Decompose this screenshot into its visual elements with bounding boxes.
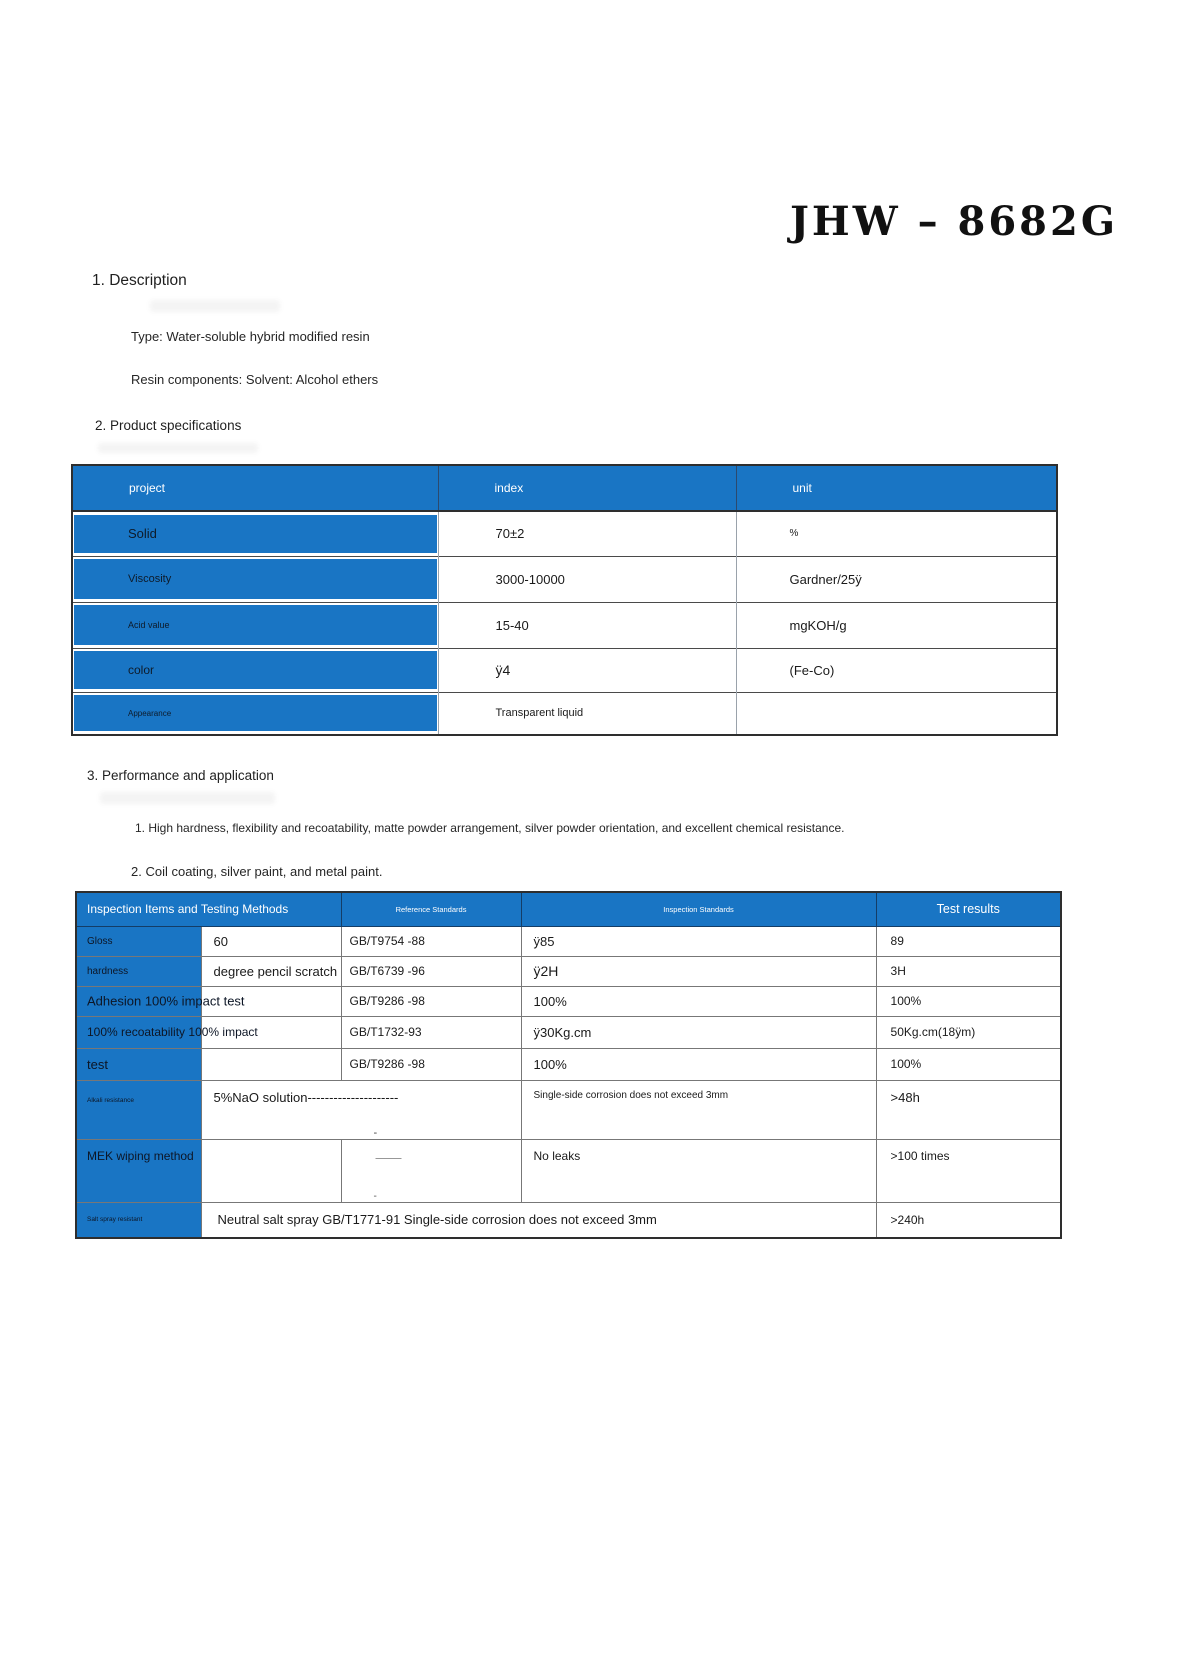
test-cell-result: 3H — [876, 956, 1061, 986]
test-header-inspection: Inspection Standards — [521, 892, 876, 926]
scan-artifact — [98, 443, 258, 453]
reference-note: - — [373, 1190, 377, 1202]
reference-dash: —— — [375, 1149, 402, 1165]
test-cell-item: test — [76, 1048, 201, 1080]
spec-table — [71, 464, 1058, 736]
table-row — [76, 956, 1061, 986]
test-cell-standard: ÿ30Kg.cm — [521, 1016, 876, 1048]
table-row — [76, 1139, 1061, 1202]
table-row — [76, 1202, 1061, 1238]
test-table — [75, 891, 1062, 1239]
spec-cell-index: Transparent liquid — [438, 692, 736, 735]
test-cell-result: 100% — [876, 986, 1061, 1016]
test-cell-item: MEK wiping method — [76, 1139, 201, 1202]
section-heading-specifications: 2. Product specifications — [95, 418, 242, 433]
test-cell-method: 60 — [201, 926, 341, 956]
description-type-line: Type: Water-soluble hybrid modified resin — [131, 329, 370, 344]
spec-cell-index: 3000-10000 — [438, 556, 736, 602]
test-cell-reference: GB/T6739 -96 — [341, 956, 521, 986]
test-cell-method: 5%NaO solution--------------------- - — [201, 1080, 521, 1139]
test-cell-method — [201, 1048, 341, 1080]
spec-header-index: index — [438, 465, 736, 511]
table-row — [72, 511, 1057, 556]
test-header-reference: Reference Standards — [341, 892, 521, 926]
spec-cell-unit: Gardner/25ÿ — [736, 556, 1057, 602]
test-cell-reference: GB/T1732-93 — [341, 1016, 521, 1048]
test-cell-result: >48h — [876, 1080, 1061, 1139]
table-row — [76, 1080, 1061, 1139]
test-cell-reference: GB/T9754 -88 — [341, 926, 521, 956]
spec-header-row — [72, 465, 1057, 511]
table-row — [76, 926, 1061, 956]
performance-item-1: 1. High hardness, flexibility and recoatability, matte powder arrangement, silver powder orientation, and excellent chemical resistance. — [135, 821, 845, 835]
spec-cell-unit: mgKOH/g — [736, 602, 1057, 648]
test-cell-result: >240h — [876, 1202, 1061, 1238]
scan-artifact — [150, 300, 280, 312]
test-cell-item: Salt spray resistant — [76, 1202, 201, 1238]
spec-cell-unit — [736, 692, 1057, 735]
table-row — [76, 986, 1061, 1016]
spec-cell-index: 15-40 — [438, 602, 736, 648]
test-cell-reference — [341, 1139, 521, 1202]
spec-cell-index: ÿ4 — [438, 648, 736, 692]
test-cell-standard: ÿ85 — [521, 926, 876, 956]
table-row — [72, 602, 1057, 648]
spec-cell-project: Viscosity — [72, 556, 438, 602]
test-cell-method: Neutral salt spray GB/T1771-91 Single-side corrosion does not exceed 3mm — [201, 1202, 876, 1238]
test-cell-standard: 100% — [521, 1048, 876, 1080]
test-header-results: Test results — [876, 892, 1061, 926]
spec-cell-unit: (Fe-Co) — [736, 648, 1057, 692]
test-cell-item: Alkali resistance — [76, 1080, 201, 1139]
table-row — [72, 692, 1057, 735]
method-note: - — [373, 1126, 378, 1139]
spec-header-unit: unit — [736, 465, 1057, 511]
table-row — [72, 556, 1057, 602]
test-header-row — [76, 892, 1061, 926]
section-heading-description: 1. Description — [92, 272, 187, 289]
table-row — [76, 1016, 1061, 1048]
test-cell-method: degree pencil scratch — [201, 956, 341, 986]
test-cell-item: Adhesion 100% impact test — [76, 986, 201, 1016]
test-cell-result: 89 — [876, 926, 1061, 956]
spec-cell-unit: % — [736, 511, 1057, 556]
test-cell-result: 100% — [876, 1048, 1061, 1080]
test-cell-item: 100% recoatability 100% impact — [76, 1016, 201, 1048]
test-cell-method — [201, 1139, 341, 1202]
product-code-title: JHW – 8682G — [790, 198, 1118, 245]
test-cell-result: 50Kg.cm(18ÿm) — [876, 1016, 1061, 1048]
spec-cell-project: color — [72, 648, 438, 692]
test-cell-standard: 100% — [521, 986, 876, 1016]
spec-cell-project: Acid value — [72, 602, 438, 648]
test-cell-standard: ÿ2H — [521, 956, 876, 986]
scan-artifact — [100, 792, 275, 804]
test-cell-standard: Single-side corrosion does not exceed 3mm — [521, 1080, 876, 1139]
test-cell-result: >100 times — [876, 1139, 1061, 1202]
test-cell-standard: No leaks — [521, 1139, 876, 1202]
table-row — [76, 1048, 1061, 1080]
section-heading-performance: 3. Performance and application — [87, 768, 274, 783]
table-row — [72, 648, 1057, 692]
spec-cell-project: Solid — [72, 511, 438, 556]
test-cell-item: Gloss — [76, 926, 201, 956]
test-header-items-methods: Inspection Items and Testing Methods — [76, 892, 341, 926]
spec-cell-project: Appearance — [72, 692, 438, 735]
spec-header-project: project — [72, 465, 438, 511]
description-components-line: Resin components: Solvent: Alcohol ethers — [131, 372, 379, 387]
test-cell-reference: GB/T9286 -98 — [341, 986, 521, 1016]
performance-item-2: 2. Coil coating, silver paint, and metal paint. — [131, 864, 383, 879]
test-cell-item: hardness — [76, 956, 201, 986]
spec-cell-index: 70±2 — [438, 511, 736, 556]
test-cell-reference: GB/T9286 -98 — [341, 1048, 521, 1080]
